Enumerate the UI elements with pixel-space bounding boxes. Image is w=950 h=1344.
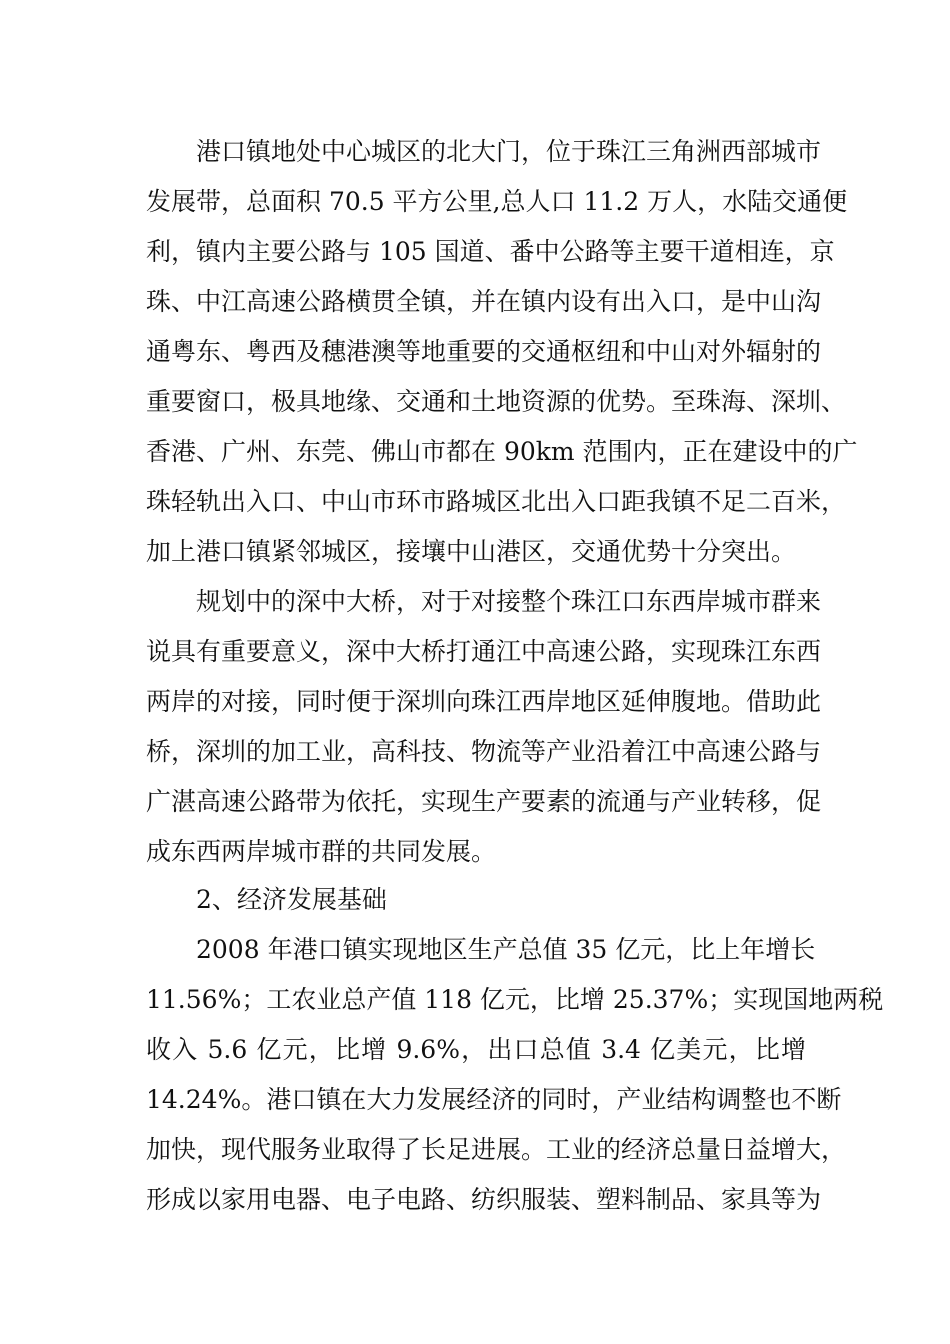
text-line: 形成以家用电器、电子电路、纺织服装、塑料制品、家具等为 bbox=[146, 1185, 822, 1214]
text-line: 两岸的对接，同时便于深圳向珠江西岸地区延伸腹地。借助此 bbox=[146, 687, 822, 716]
text-line: 桥，深圳的加工业，高科技、物流等产业沿着江中高速公路与 bbox=[146, 737, 822, 766]
text-line: 香港、广州、东莞、佛山市都在 90km 范围内，正在建设中的广 bbox=[146, 437, 858, 466]
text-line: 说具有重要意义，深中大桥打通江中高速公路，实现珠江东西 bbox=[146, 637, 822, 666]
text-line: 重要窗口，极具地缘、交通和土地资源的优势。至珠海、深圳、 bbox=[146, 387, 847, 416]
text-line: 珠轻轨出入口、中山市环市路城区北出入口距我镇不足二百米， bbox=[146, 487, 847, 516]
text-line: 利，镇内主要公路与 105 国道、番中公路等主要干道相连，京 bbox=[146, 237, 835, 266]
text-line: 14.24%。港口镇在大力发展经济的同时，产业结构调整也不断 bbox=[146, 1085, 842, 1114]
section-heading: 2、经济发展基础 bbox=[196, 885, 387, 914]
text-line: 收入 5.6 亿元，比增 9.6%，出口总值 3.4 亿美元，比增 bbox=[146, 1035, 806, 1064]
text-line: 发展带，总面积 70.5 平方公里,总人口 11.2 万人，水陆交通便 bbox=[146, 187, 848, 216]
text-line: 通粤东、粤西及穗港澳等地重要的交通枢纽和中山对外辐射的 bbox=[146, 337, 822, 366]
text-line: 珠、中江高速公路横贯全镇，并在镇内设有出入口，是中山沟 bbox=[146, 287, 822, 316]
text-line: 2008 年港口镇实现地区生产总值 35 亿元，比上年增长 bbox=[196, 935, 816, 964]
text-line: 11.56%；工农业总产值 118 亿元，比增 25.37%；实现国地两税 bbox=[146, 985, 884, 1014]
text-line: 广湛高速公路带为依托，实现生产要素的流通与产业转移，促 bbox=[146, 787, 822, 816]
text-line: 加上港口镇紧邻城区，接壤中山港区，交通优势十分突出。 bbox=[146, 537, 797, 566]
text-line: 成东西两岸城市群的共同发展。 bbox=[146, 837, 497, 866]
text-line: 加快，现代服务业取得了长足进展。工业的经济总量日益增大， bbox=[146, 1135, 847, 1164]
text-line: 港口镇地处中心城区的北大门，位于珠江三角洲西部城市 bbox=[196, 137, 822, 166]
text-line: 规划中的深中大桥，对于对接整个珠江口东西岸城市群来 bbox=[196, 587, 822, 616]
